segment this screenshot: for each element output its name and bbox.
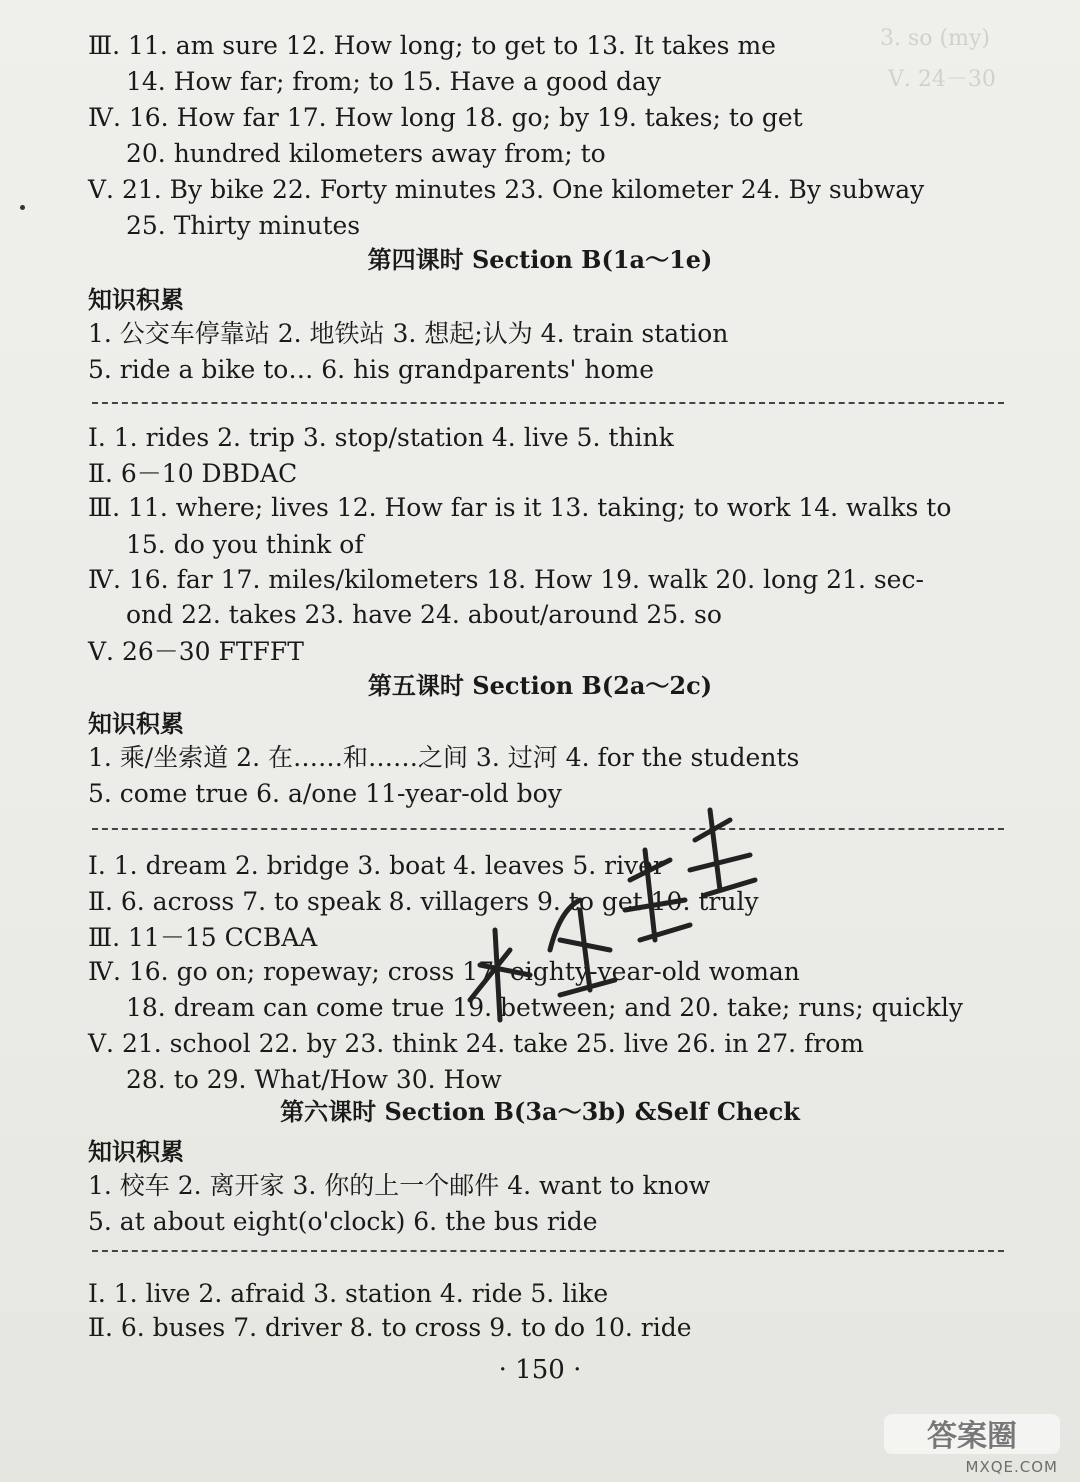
answer-line: Ⅰ. 1. dream 2. bridge 3. boat 4. leaves 5. river xyxy=(88,851,665,880)
answer-line: 1. 公交车停靠站 2. 地铁站 3. 想起;认为 4. train station xyxy=(88,319,729,348)
answer-line: 1. 校车 2. 离开家 3. 你的上一个邮件 4. want to know xyxy=(88,1171,711,1200)
answer-line: 5. ride a bike to… 6. his grandparents' home xyxy=(88,355,655,384)
knowledge-label: 知识积累 xyxy=(88,1137,184,1166)
answer-line: Ⅲ. 11－15 CCBAA xyxy=(88,923,318,952)
answer-line: Ⅱ. 6. across 7. to speak 8. villagers 9. to get 10. truly xyxy=(88,887,759,916)
answer-line: Ⅰ. 1. live 2. afraid 3. station 4. ride 5. like xyxy=(88,1279,609,1308)
section-heading: 第六课时 Section B(3a～3b) &Self Check xyxy=(280,1097,800,1126)
answer-line: Ⅴ. 21. By bike 22. Forty minutes 23. One kilometer 24. By subway xyxy=(88,175,925,204)
answer-line: 20. hundred kilometers away from; to xyxy=(126,139,606,168)
ink-dot xyxy=(20,205,25,210)
knowledge-label: 知识积累 xyxy=(88,709,184,738)
svg-text:答案圈: 答案圈 xyxy=(927,1419,1017,1454)
answer-line: 18. dream can come true 19. between; and 20. take; runs; quickly xyxy=(126,993,963,1022)
watermark-url: MXQE.COM xyxy=(965,1458,1058,1476)
section-heading: 第四课时 Section B(1a～1e) xyxy=(367,245,713,274)
section-heading: 第五课时 Section B(2a～2c) xyxy=(367,671,713,700)
answer-line: 5. at about eight(o'clock) 6. the bus ride xyxy=(88,1207,598,1236)
answer-line: Ⅲ. 11. am sure 12. How long; to get to 13. It takes me xyxy=(88,31,776,60)
answer-line: Ⅳ. 16. go on; ropeway; cross 17. eighty-year-old woman xyxy=(88,957,800,986)
dashed-divider xyxy=(92,828,1004,830)
knowledge-label: 知识积累 xyxy=(88,285,184,314)
answer-line: Ⅰ. 1. rides 2. trip 3. stop/station 4. live 5. think xyxy=(88,423,674,452)
answer-line: 14. How far; from; to 15. Have a good day xyxy=(126,67,661,96)
answer-line: 28. to 29. What/How 30. How xyxy=(126,1065,502,1094)
bleed-through: Ⅴ. 24－30 xyxy=(888,67,996,92)
answer-line: Ⅳ. 16. far 17. miles/kilometers 18. How 19. walk 20. long 21. sec- xyxy=(88,565,924,594)
answer-line: 25. Thirty minutes xyxy=(126,211,361,240)
answer-line: 1. 乘/坐索道 2. 在……和……之间 3. 过河 4. for the students xyxy=(88,743,800,772)
answer-line: Ⅴ. 26－30 FTFFT xyxy=(88,637,304,666)
answer-line: Ⅲ. 11. where; lives 12. How far is it 13. taking; to work 14. walks to xyxy=(88,493,952,522)
dashed-divider xyxy=(92,1250,1004,1252)
bleed-through: 3. so (my) xyxy=(880,26,990,51)
page-number: · 150 · xyxy=(498,1355,582,1385)
answer-line: Ⅱ. 6－10 DBDAC xyxy=(88,459,298,488)
answer-line: ond 22. takes 23. have 24. about/around 25. so xyxy=(126,600,722,629)
answer-line: Ⅳ. 16. How far 17. How long 18. go; by 19. takes; to get xyxy=(88,103,803,132)
answer-line: 15. do you think of xyxy=(126,530,364,559)
answer-line: 5. come true 6. a/one 11-year-old boy xyxy=(88,779,562,808)
dashed-divider xyxy=(92,402,1004,404)
answer-line: Ⅴ. 21. school 22. by 23. think 24. take 25. live 26. in 27. from xyxy=(88,1029,864,1058)
answer-line: Ⅱ. 6. buses 7. driver 8. to cross 9. to do 10. ride xyxy=(88,1313,692,1342)
